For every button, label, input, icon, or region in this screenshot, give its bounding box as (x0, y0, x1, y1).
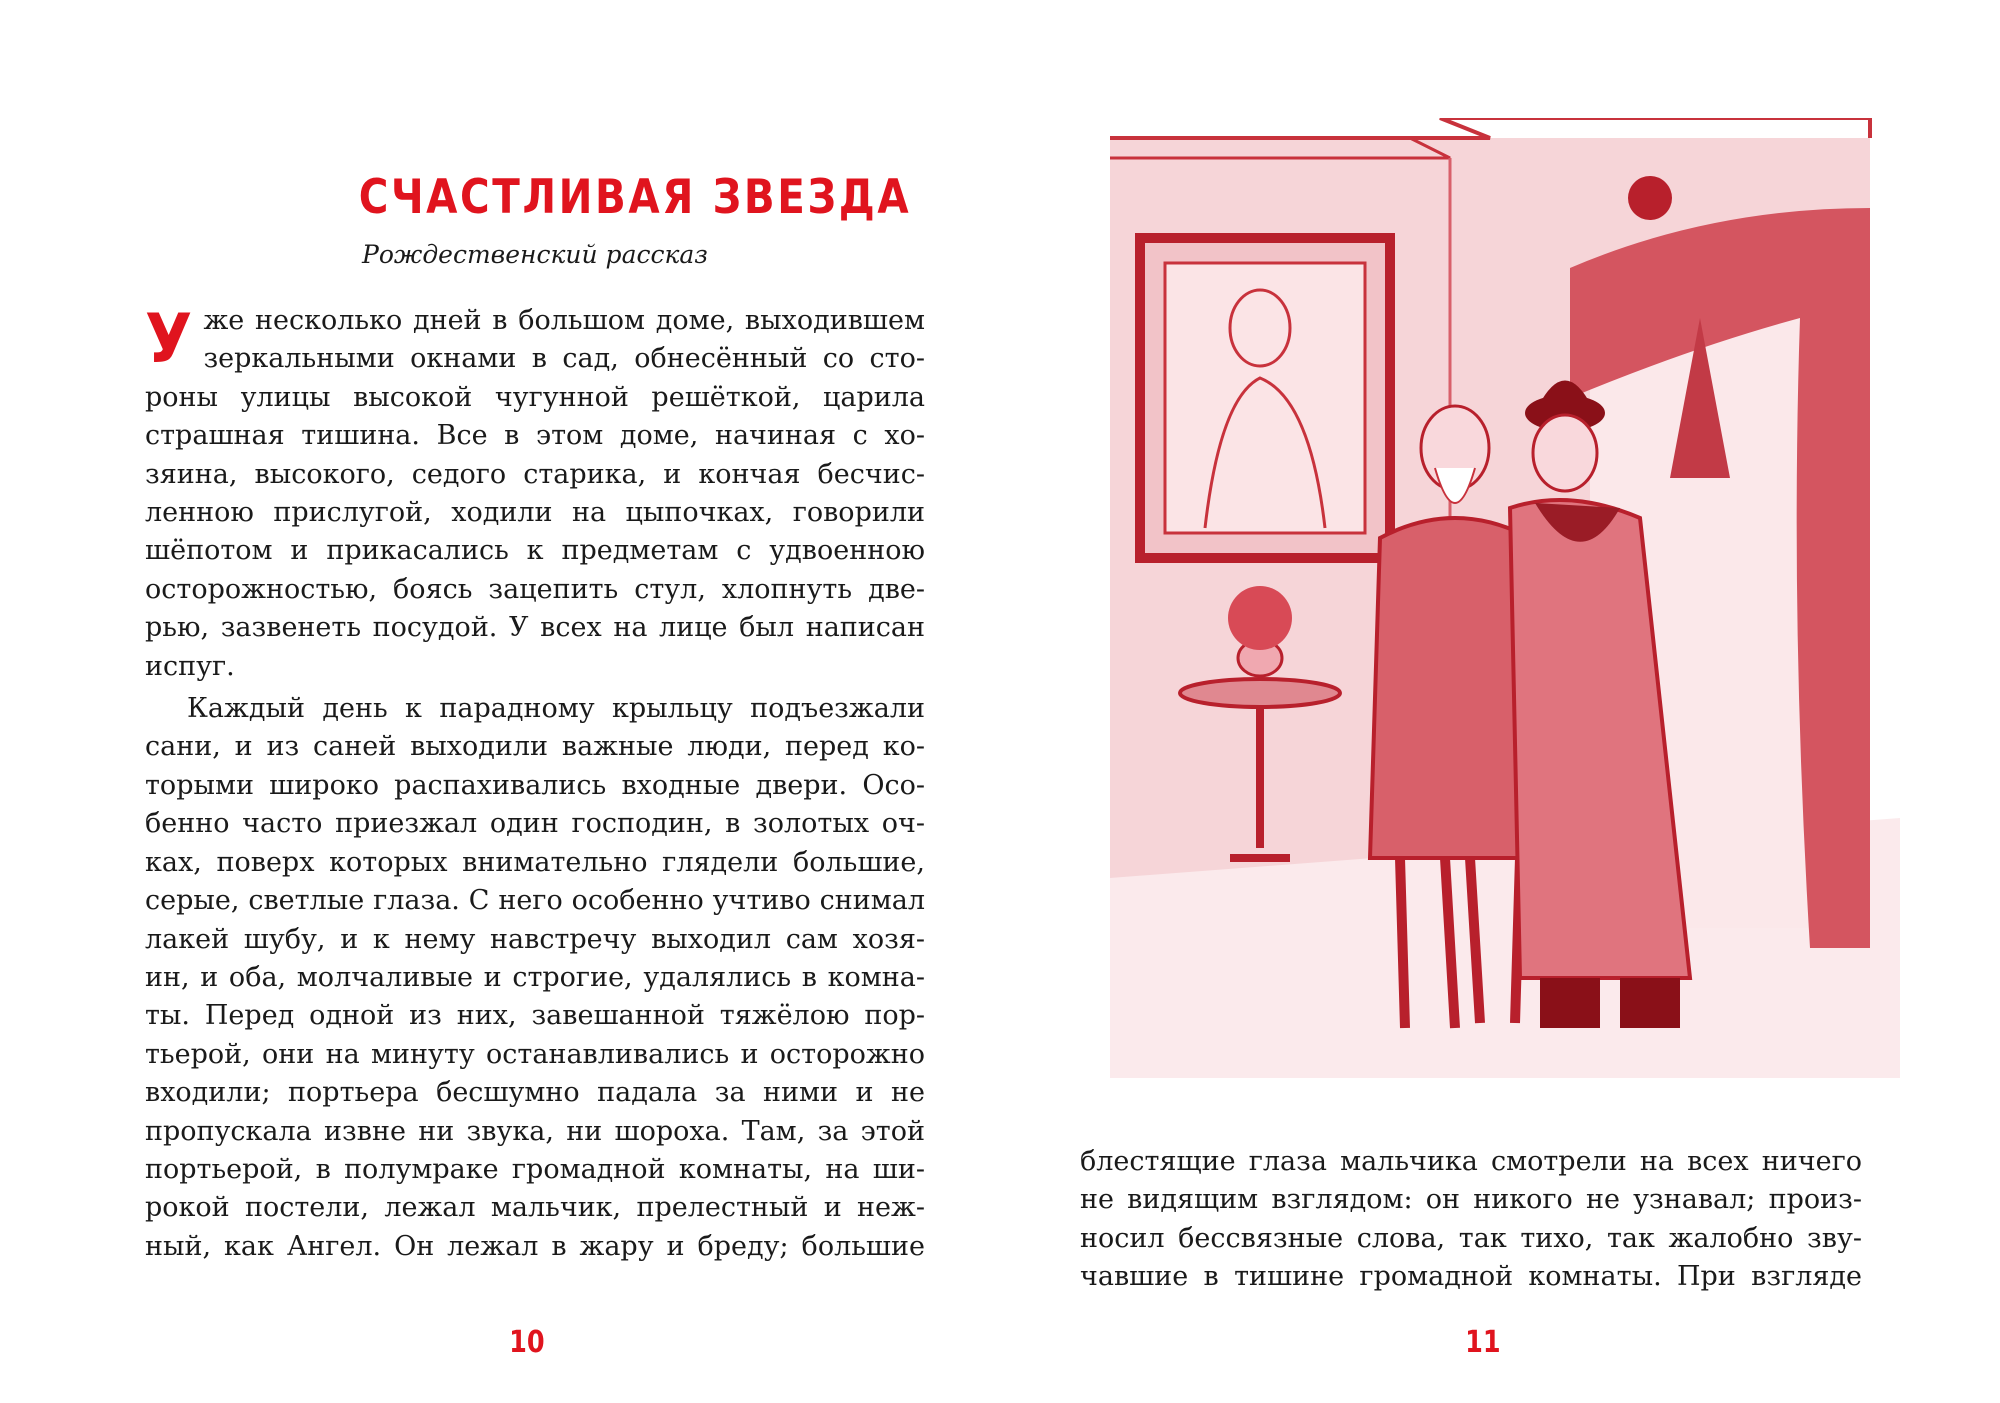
text-line: блестящие глаза мальчика смотрели на всех ничего (1080, 1146, 1862, 1177)
paragraph-2 (145, 690, 925, 1266)
text-line: Каждый день к парадному крыльцу подъезжали (187, 693, 925, 725)
story-title: СЧАСТЛИВАЯ ЗВЕЗДА (358, 170, 912, 225)
text-line: портьерой, в полумраке громадной комнаты, на ши- (145, 1153, 925, 1185)
flower-bouquet (1228, 586, 1292, 650)
text-line: ты. Перед одной из них, завешанной тяжёлою пор- (145, 1000, 925, 1032)
text-line: испуг. (145, 650, 235, 682)
text-line: рью, зазвенеть посудой. У всех на лице был написан (145, 612, 925, 644)
illustration-two-men-in-room (1110, 118, 1900, 1078)
page-number-left: 10 (509, 1325, 545, 1360)
text-line: не видящим взглядом: он никого не узнавал; произ- (1080, 1184, 1862, 1216)
drop-cap: У (145, 300, 193, 379)
right-page (1000, 0, 2000, 1403)
gentleman-boot-right (1620, 978, 1680, 1028)
text-line: торыми широко распахивались входные двери. Осо- (145, 769, 925, 801)
paragraph-1 (145, 302, 925, 686)
gentleman-boot-left (1540, 978, 1600, 1028)
text-line: лакей шубу, и к нему навстречу выходил сам хозя- (145, 923, 925, 955)
text-line: зеркальными окнами в сад, обнесённый со сто- (203, 343, 925, 375)
side-table-top (1180, 679, 1340, 707)
story-subtitle: Рождественский рассказ (362, 240, 708, 269)
text-line: осторожностью, боясь зацепить стул, хлопнуть две- (145, 573, 925, 605)
text-line: ный, как Ангел. Он лежал в жару и бреду; большие (145, 1230, 925, 1262)
page-number-right: 11 (1465, 1325, 1501, 1360)
text-line: зяина, высокого, седого старика, и кончая бесчис- (145, 458, 925, 490)
text-line: бенно часто приезжал один господин, в золотых оч- (145, 808, 925, 840)
text-line: тьерой, они на минуту останавливались и осторожно (145, 1038, 925, 1070)
text-line: пропускала извне ни звука, ни шороха. Там, за этой (145, 1115, 925, 1147)
text-line: чавшие в тишине громадной комнаты. При взгляде (1080, 1261, 1862, 1293)
text-line: шёпотом и прикасались к предметам с удвоенною (145, 535, 925, 567)
text-line: серые, светлые глаза. С него особенно учтиво снимал (145, 885, 925, 917)
portrait-canvas (1165, 263, 1365, 533)
text-line: ленною прислугой, ходили на цыпочках, говорили (145, 497, 925, 529)
text-line: сани, и из саней выходили важные люди, перед ко- (145, 731, 925, 763)
gentleman-head (1533, 415, 1597, 491)
right-body-text (1080, 1143, 1862, 1297)
curtain-rosette (1628, 176, 1672, 220)
text-line: носил бессвязные слова, так тихо, так жалобно зву- (1080, 1222, 1862, 1254)
ceiling-molding (1110, 118, 1870, 138)
text-line: рокой постели, лежал мальчик, прелестный и неж- (145, 1192, 925, 1224)
text-line: ин, и оба, молчаливые и строгие, удалялись в комна- (145, 961, 925, 993)
text-line: роны улицы высокой чугунной решёткой, царила (145, 381, 925, 413)
text-line: страшная тишина. Все в этом доме, начиная с хо- (145, 420, 925, 452)
text-line: ках, поверх которых внимательно глядели большие, (145, 846, 925, 878)
text-line: входили; портьера бесшумно падала за ними и не (145, 1077, 925, 1109)
text-line: же несколько дней в большом доме, выходившем (203, 305, 925, 336)
left-body-text (145, 302, 925, 1270)
